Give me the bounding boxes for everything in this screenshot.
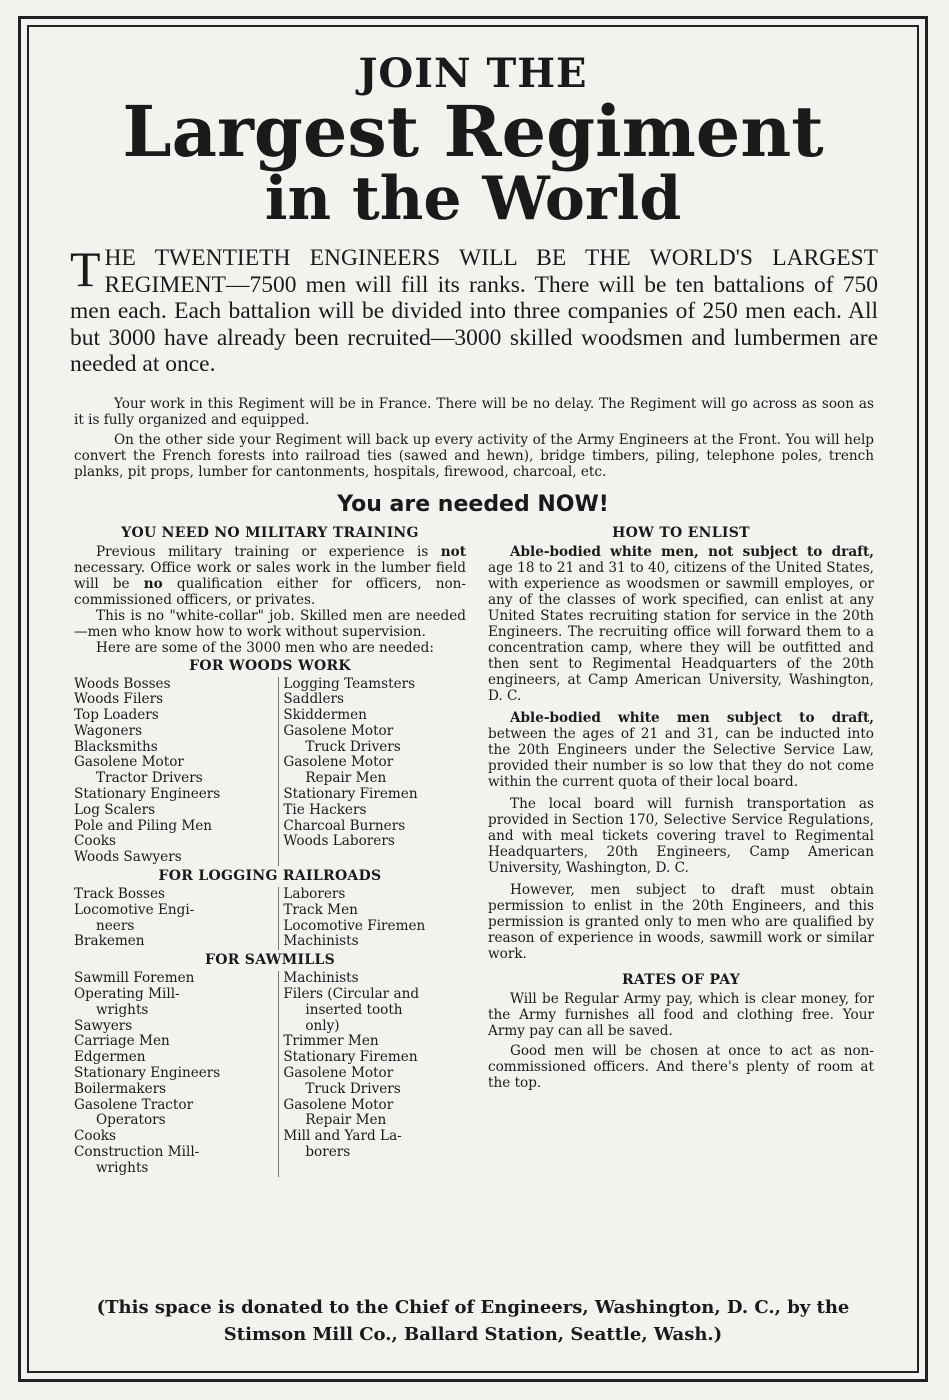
job-item: Sawyers [74,1017,133,1034]
intro-paragraph [70,241,878,378]
pay-paragraph: Will be Regular Army pay, which is clear money, for the Army furnishes all food and clothing free. Your Army pay can all be saved. [488,990,874,1039]
job-item: Tie Hackers [283,801,367,818]
job-item: Logging Teamsters [283,675,416,692]
rail-col1 [74,887,279,950]
woods-work-col2 [279,677,466,867]
intro-text: HE TWENTIETH ENGINEERS WILL BE THE WORLD'S LARGEST REGIMENT—7500 men will fill its ranks. There will be ten battalions of 750 men each. Each battalion will be divided into three companies of 250 men each. All but 3000 have already been recruited—3000 skilled woodsmen and lumbermen are needed at once. [70,245,878,377]
job-item: Repair Men [305,770,387,787]
job-item: Machinists [283,933,359,950]
job-item: Gasolene Motor [74,754,184,771]
footer-line-2: Stimson Mill Co., Ballard Station, Seattle, Wash.) [223,1324,723,1345]
job-item: Operating Mill- [74,986,180,1003]
job-item: Saddlers [283,691,345,708]
job-item: Carriage Men [74,1033,170,1050]
job-item: Woods Filers [74,691,164,708]
job-item: Sawmill Foremen [74,970,195,987]
local-board-paragraph: The local board will furnish transportation as provided in Section 170, Selective Service Regulations, and with meal tickets covering travel to Regimental Headquarters, 20th Engineers, Camp American University, Washington, D. C. [488,795,874,876]
job-item: Boilermakers [74,1080,167,1097]
enlist-not-draft-paragraph [488,544,874,704]
job-item: only) [305,1017,340,1034]
enlist-draft-paragraph [488,710,874,790]
job-item: Gasolene Motor [283,754,394,771]
job-item: Brakemen [74,933,145,950]
mill-col2 [279,971,466,1176]
job-item: Track Bosses [74,886,165,903]
job-item: Log Scalers [74,801,156,818]
woods-work-heading: FOR WOODS WORK [189,657,351,674]
enlist-draft-bold: Able-bodied white men subject to draft, [510,709,874,726]
job-item: Stationary Engineers [74,1065,221,1082]
job-item: Wagoners [74,722,143,739]
white-collar-paragraph: This is no "white-collar" job. Skilled men are needed—men who know how to work without supervision. [74,607,466,640]
job-item: Laborers [283,886,346,903]
job-item: Charcoal Burners [283,817,406,834]
job-item: neers [96,917,135,934]
job-item: Edgermen [74,1049,146,1066]
job-item: Filers (Circular and [283,986,420,1003]
logging-railroads-list [74,887,466,950]
job-item: Gasolene Tractor [74,1096,194,1113]
enlist-draft-text: between the ages of 21 and 31, can be inducted into the 20th Engineers under the Selective Service Law, provided their number is so low that they do not come within the current quota of their local board. [488,725,874,790]
sawmills-heading: FOR SAWMILLS [204,952,336,969]
advertisement-page [40,38,906,1360]
job-item: Stationary Engineers [74,786,221,803]
job-item: Operators [96,1112,166,1129]
training-text-not: not [440,543,466,560]
enlist-not-draft-text: age 18 to 21 and 31 to 40, citizens of the United States, with experience as woodsmen or sawmill employes, or any of the classes of work specified, can enlist at any United States recruiting station for service in the 20th Engineers. The recruiting office will forward them to a concentration camp, where they will be outfitted and then sent to Regimental Headquarters of the 20th engineers, at Camp American University, Washington, D. C. [488,559,874,704]
job-item: Trimmer Men [283,1033,379,1050]
job-item: Cooks [74,1128,116,1145]
training-text-no: no [143,575,163,592]
job-item: Woods Sawyers [74,849,182,866]
job-item: Cooks [74,833,116,850]
training-text-e: qualification either for officers, non-commissioned officers, or privates. [74,575,466,608]
job-item: inserted tooth [305,1001,403,1018]
permission-paragraph: However, men subject to draft must obtain permission to enlist in the 20th Engineers, and this permission is granted only to men who are qualified by reason of experience in woods, sawmill work or similar work. [488,881,874,962]
job-item: Stationary Firemen [283,1049,418,1066]
job-item: Truck Drivers [305,1080,401,1097]
job-item: Woods Bosses [74,675,171,692]
sawmills-list [74,971,466,1176]
job-item: Construction Mill- [74,1144,200,1161]
needed-now-heading: You are needed NOW! [337,491,609,517]
promotion-paragraph: Good men will be chosen at once to act as non-commissioned officers. And there's plenty of room at the top. [488,1042,874,1091]
job-item: Mill and Yard La- [283,1128,402,1145]
enlist-not-draft-bold: Able-bodied white men, not subject to draft, [510,543,874,560]
job-item: Woods Laborers [283,833,395,850]
job-item: Top Loaders [74,707,159,724]
rates-of-pay-heading: RATES OF PAY [621,971,741,988]
job-item: Skiddermen [283,707,367,724]
job-item: Machinists [283,970,359,987]
job-item: Locomotive Engi- [74,901,195,918]
left-column [74,523,466,1177]
job-item: Track Men [283,901,358,918]
job-item: Gasolene Motor [283,722,394,739]
no-military-training-heading: YOU NEED NO MILITARY TRAINING [121,524,419,541]
training-text-a: Previous military training or experience is [96,543,441,560]
job-item: wrights [96,1159,149,1176]
job-item: Pole and Piling Men [74,817,213,834]
headline-join: JOIN THE [358,50,588,97]
logging-railroads-heading: FOR LOGGING RAILROADS [158,868,382,885]
rail-col2 [279,887,466,950]
woods-work-col1 [74,677,279,867]
men-needed-paragraph: Here are some of the 3000 men who are needed: [96,639,434,656]
paragraph-france: Your work in this Regiment will be in France. There will be no delay. The Regiment will go across as soon as it is fully organized and equipped. [74,395,874,428]
training-paragraph [74,544,466,608]
job-item: Locomotive Firemen [283,917,426,934]
headline-largest-regiment: Largest Regiment [122,90,824,173]
job-item: Truck Drivers [305,738,401,755]
footer-line-1: (This space is donated to the Chief of Engineers, Washington, D. C., by the [96,1297,850,1318]
drop-cap: T [70,241,101,297]
job-item: Tractor Drivers [96,770,203,787]
footer-credit [40,1294,906,1348]
how-to-enlist-heading: HOW TO ENLIST [612,524,750,541]
job-item: Gasolene Motor [283,1096,394,1113]
job-item: Blacksmiths [74,738,158,755]
two-column-section [40,523,906,1283]
mill-col1 [74,971,279,1176]
headline-in-the-world: in the World [264,164,682,234]
job-item: borers [305,1144,351,1161]
woods-work-list [74,677,466,867]
job-item: Repair Men [305,1112,387,1129]
training-text-c: necessary. Office work or sales work in the lumber field will be [74,559,466,592]
paragraph-other-side: On the other side your Regiment will back up every activity of the Army Engineers at the Front. You will help convert the French forests into railroad ties (sawed and hewn), bridge timbers, piling, telephone poles, trench planks, pit props, lumber for cantonments, hospitals, firewood, charcoal, etc. [74,431,874,480]
job-item: wrights [96,1001,149,1018]
job-item: Gasolene Motor [283,1065,394,1082]
job-item: Stationary Firemen [283,786,418,803]
right-column [488,523,874,1091]
